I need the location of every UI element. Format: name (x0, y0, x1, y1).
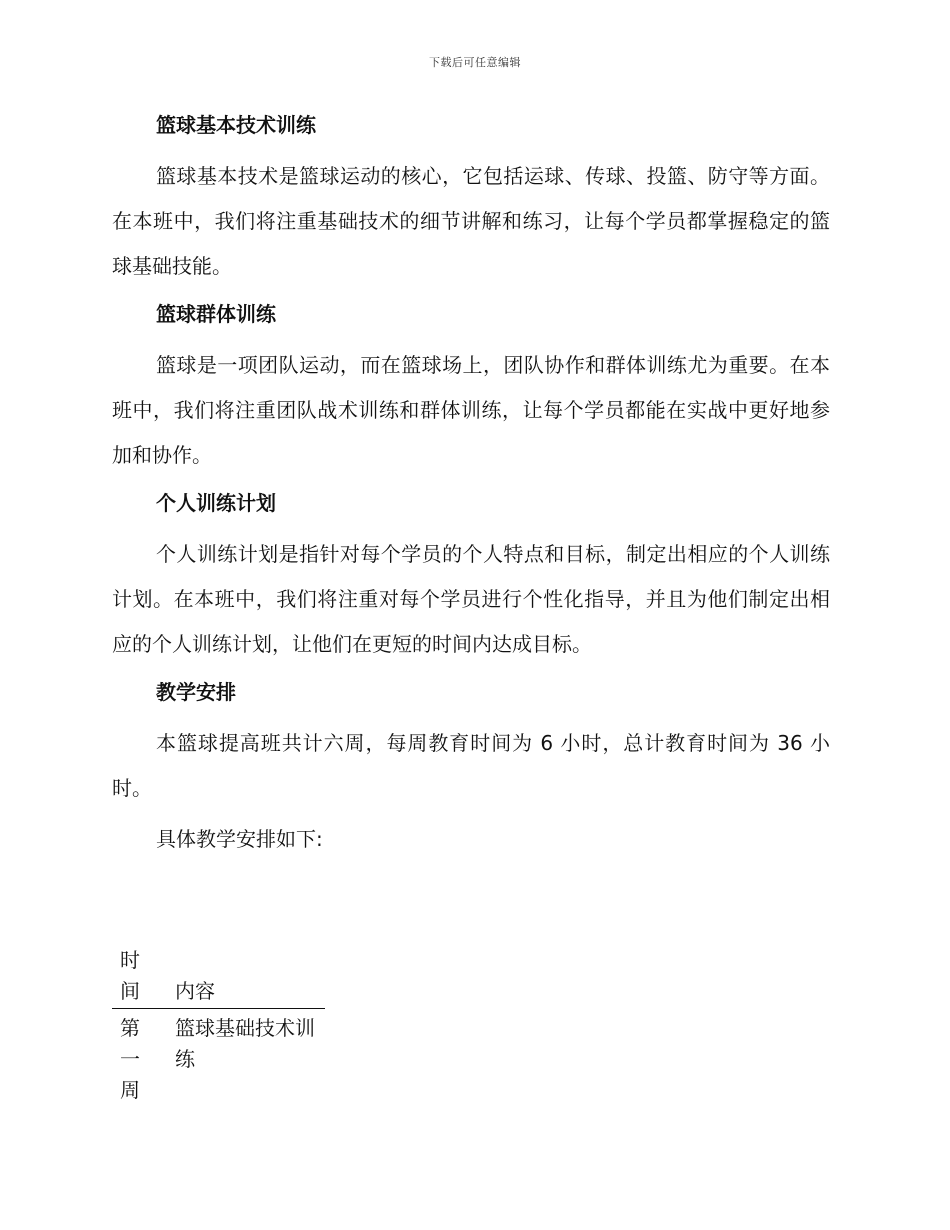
section-heading-basic-skills: 篮球基本技术训练 (156, 113, 316, 137)
document-body (112, 110, 830, 872)
section-paragraph-group-training: 篮球是一项团队运动，而在篮球场上，团队协作和群体训练尤为重要。在本班中，我们将注重团队战术训练和群体训练，让每个学员都能在实战中更好地参加和协作。 (112, 353, 830, 467)
section-heading-group-training: 篮球群体训练 (156, 302, 276, 326)
section-paragraph-teaching-schedule: 本篮球提高班共计六周，每周教育时间为 6 小时，总计教育时间为 36 小时。 (112, 731, 830, 800)
table-row (112, 1009, 325, 1107)
schedule-header-time: 时间 (112, 945, 146, 1009)
section-paragraph-personal-plan: 个人训练计划是指针对每个学员的个人特点和目标，制定出相应的个人训练计划。在本班中，我们将注重对每个学员进行个性化指导，并且为他们制定出相应的个人训练计划，让他们在更短的时间内达成目标。 (112, 542, 830, 656)
schedule-table (112, 945, 325, 1106)
schedule-header-content: 内容 (146, 945, 325, 1009)
section-paragraph-basic-skills: 篮球基本技术是篮球运动的核心，它包括运球、传球、投篮、防守等方面。在本班中，我们将注重基础技术的细节讲解和练习，让每个学员都掌握稳定的篮球基础技能。 (112, 164, 830, 278)
schedule-cell-content: 篮球基础技术训练 (175, 1016, 315, 1071)
page-header-note: 下载后可任意编辑 (429, 56, 521, 69)
schedule-intro-line: 具体教学安排如下: (156, 827, 323, 851)
schedule-cell-time: 第一周 (120, 1016, 140, 1102)
schedule-table-header-row (112, 945, 325, 1009)
section-heading-personal-plan: 个人训练计划 (156, 491, 276, 515)
section-heading-teaching-schedule: 教学安排 (156, 680, 236, 704)
